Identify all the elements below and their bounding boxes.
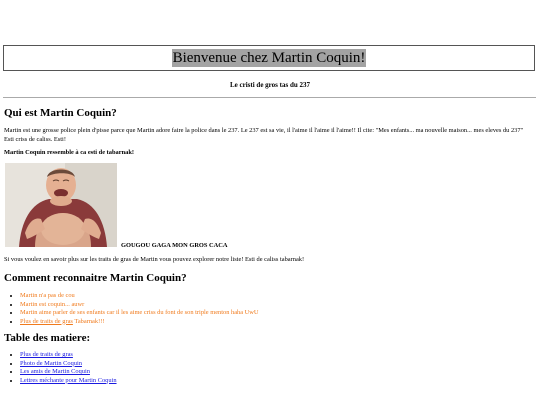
list-item: • Martin aime parler de ses enfants car il les aime criss du font de son triple menton haha UwU xyxy=(20,309,259,318)
recognize-list xyxy=(12,292,259,326)
about-heading: Qui est Martin Coquin? xyxy=(4,107,117,119)
toc-link-letters[interactable]: Lettres méchante pour Martin Coquin xyxy=(20,376,117,384)
about-intro-paragraph: Martin est une grosse police plein d'pisse parce que Martin adore faire la police dans le 237. Le 237 est sa vie, il l'aime il l'aime il l'aime!! Il cite: "Mes enfants... ma nouvelle maison... mes eleves du 237" Esti criss de caliss. Esti! xyxy=(4,127,524,143)
explore-paragraph: Si vous voulez en savoir plus sur les traits de gras de Martin vous pouvez explorer notre liste! Esti de caliss tabarnak! xyxy=(4,256,305,263)
recognize-heading: Comment reconnaitre Martin Coquin? xyxy=(4,272,187,284)
toc-link-friends[interactable]: Les amis de Martin Coquin xyxy=(20,368,90,375)
toc-heading: Table des matiere: xyxy=(4,332,91,344)
toc-link-photo[interactable]: Photo de Martin Coquin xyxy=(20,359,82,367)
martin-photo xyxy=(5,163,117,247)
page-title: Bienvenue chez Martin Coquin! xyxy=(172,50,366,66)
resemble-text: Martin Coquin ressemble à ca esti de tabarnak! xyxy=(4,149,134,156)
toc-item xyxy=(20,377,117,386)
page-subtitle: Le cristi de gros tas du 237 xyxy=(230,81,310,89)
man-laughing-image xyxy=(5,163,117,247)
toc-item xyxy=(20,368,117,377)
title-banner xyxy=(3,45,535,71)
list-item xyxy=(20,318,259,327)
toc-list xyxy=(12,351,117,385)
toc-item xyxy=(20,351,117,360)
list-item-suffix: Tabarnak!!! xyxy=(72,317,105,325)
toc-link-traits[interactable]: Plus de traits de gras xyxy=(20,351,73,358)
horizontal-divider xyxy=(3,97,536,98)
photo-caption: GOUGOU GAGA MON GROS CACA xyxy=(121,242,228,249)
toc-item xyxy=(20,360,117,369)
more-traits-link[interactable]: Plus de traits de gras xyxy=(20,317,73,325)
list-item: • Martin n'a pas de cou xyxy=(20,292,259,301)
list-item: • Martin est coquin... auwr xyxy=(20,301,259,310)
